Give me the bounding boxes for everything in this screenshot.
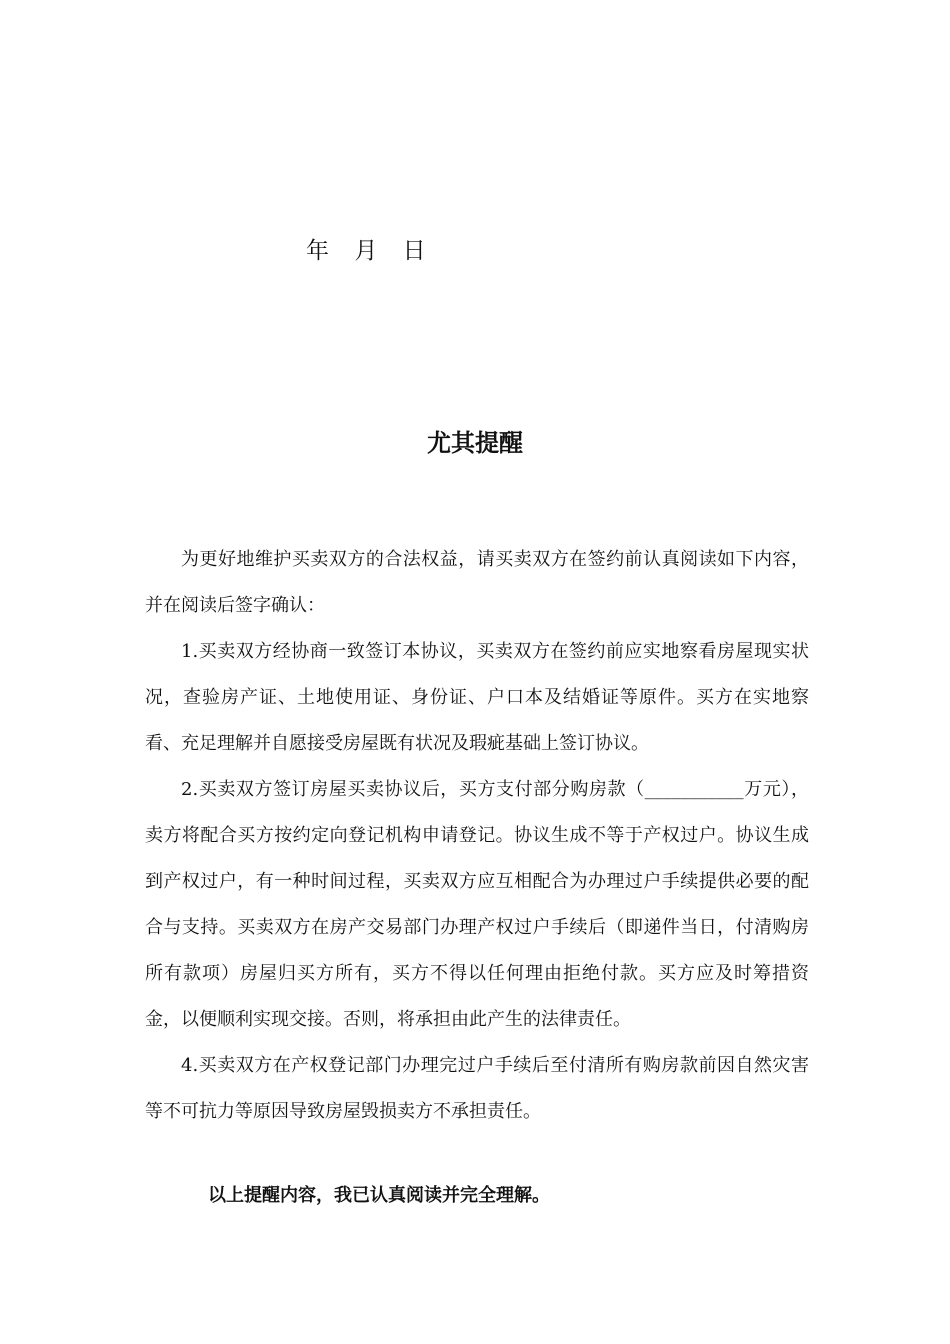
clause-2: 2.买卖双方签订房屋买卖协议后，买方支付部分购房款（___________万元），卖方将配合买方按约定向登记机构申请登记。协议生成不等于产权过户。协议生成到产权过户，有一种时间过程，买卖双方应互相配合为办理过户手续提供必要的配合与支持。买卖双方在房产交易部门办理产权过户手续后（即递件当日，付清购房所有款项）房屋归买方所有，买方不得以任何理由拒绝付款。买方应及时筹措资金，以便顺利实现交接。否则，将承担由此产生的法律责任。 xyxy=(145,779,809,1030)
clause-1: 1.买卖双方经协商一致签订本协议，买卖双方在签约前应实地察看房屋现实状况，查验房产证、土地使用证、身份证、户口本及结婚证等原件。买方在实地察看、充足理解并自愿接受房屋既有状况及瑕疵基础上签订协议。 xyxy=(145,641,809,754)
date-line xyxy=(306,232,443,265)
page-title: 尤其提醒 xyxy=(427,429,523,457)
reminder-body xyxy=(145,537,809,1135)
intro-paragraph: 为更好地维护买卖双方的合法权益，请买卖双方在签约前认真阅读如下内容，并在阅读后签字确认： xyxy=(145,549,809,616)
date-month: 月 xyxy=(354,238,379,264)
clause-4: 4.买卖双方在产权登记部门办理完过户手续后至付清所有购房款前因自然灾害等不可抗力等原因导致房屋毁损卖方不承担责任。 xyxy=(145,1055,809,1122)
closing-statement: 以上提醒内容，我已认真阅读并完全理解。 xyxy=(208,1185,550,1206)
date-day: 日 xyxy=(402,238,427,264)
date-year: 年 xyxy=(306,238,330,264)
